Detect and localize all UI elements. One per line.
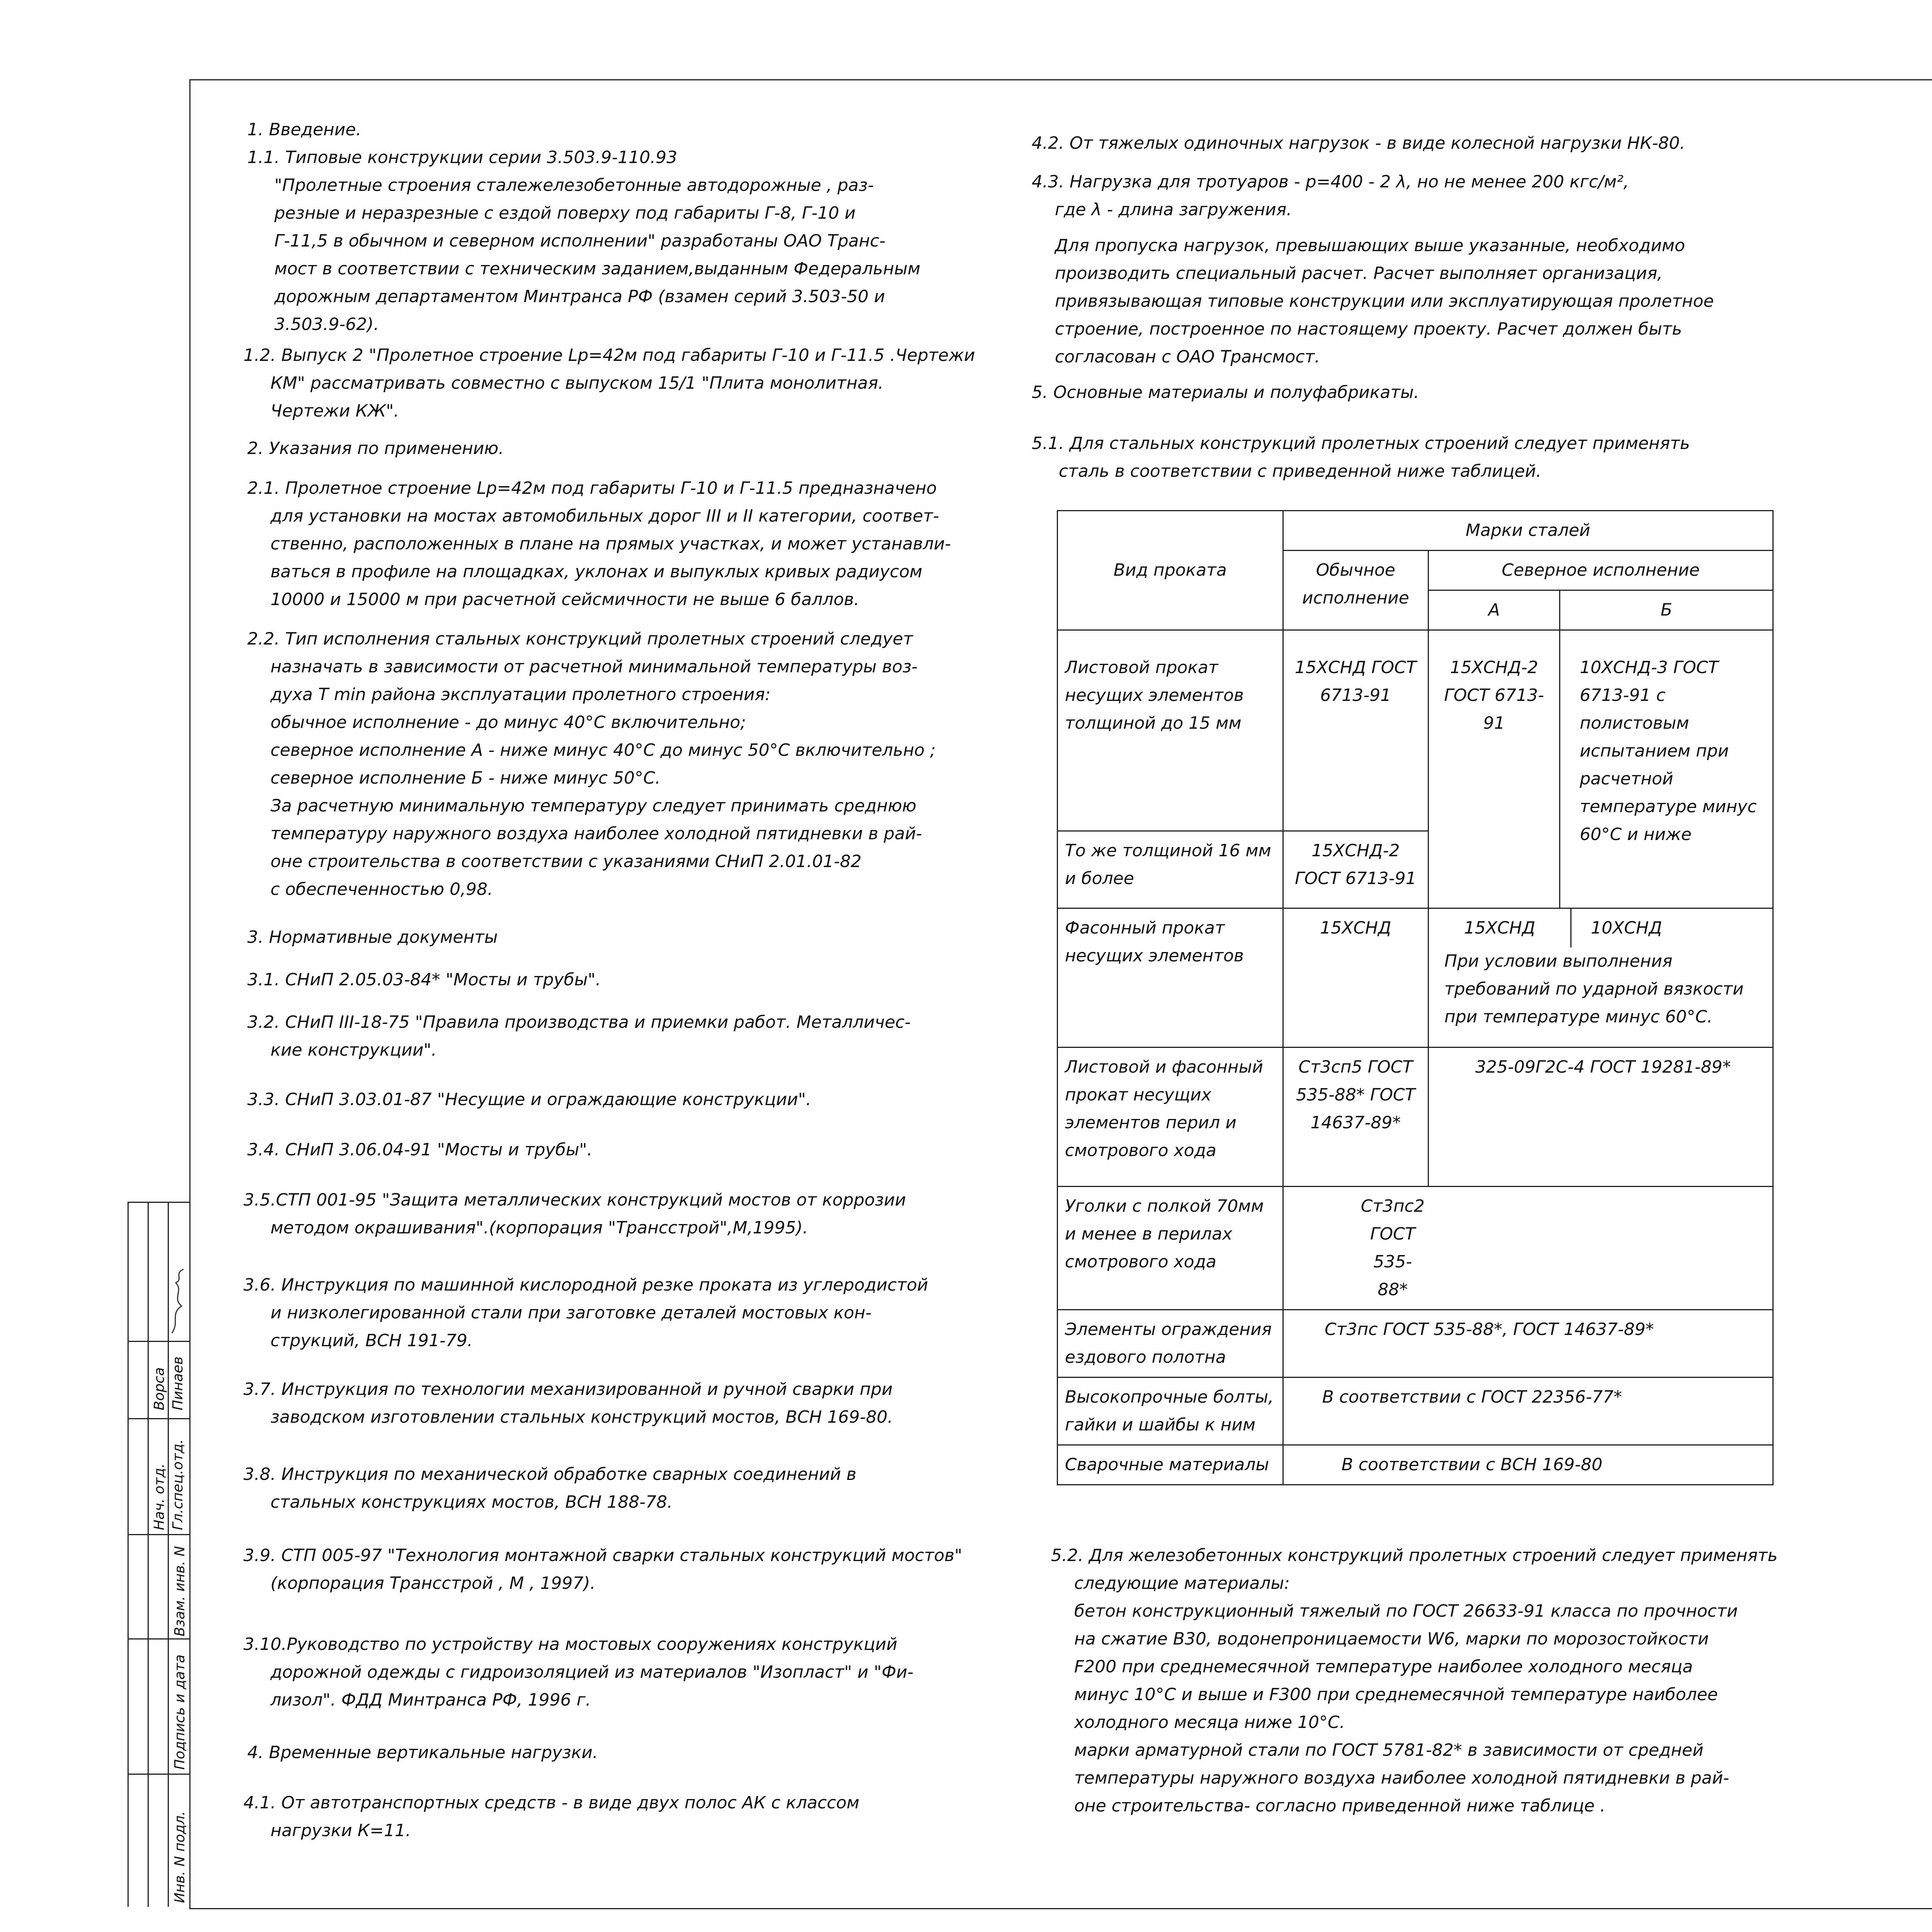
text-line: 4. Временные вертикальные нагрузки.	[247, 1743, 598, 1762]
side-stamp-nach-otd: Нач. отд.	[151, 1463, 167, 1530]
text-line: Чертежи КЖ".	[270, 401, 399, 421]
r4-obych: Ст3сп5 ГОСТ 535-88* ГОСТ 14637-89*	[1283, 1048, 1428, 1187]
text-line: струкций, ВСН 191-79.	[270, 1331, 473, 1350]
text-line: 1.2. Выпуск 2 "Пролетное строение Lp=42м под габариты Г-10 и Г-11.5 .Чертежи	[243, 345, 975, 365]
r7-val: В соответствии с ГОСТ 22356-77*	[1283, 1378, 1773, 1445]
r5-val: Ст3пс2 ГОСТ 535-88*	[1283, 1187, 1773, 1310]
steel-grades-table	[1057, 510, 1774, 1485]
text-line: За расчетную минимальную температуру следует принимать среднюю	[270, 796, 917, 816]
text-line: стальных конструкциях мостов, ВСН 188-78.	[270, 1492, 673, 1512]
text-line: 2.2. Тип исполнения стальных конструкций пролетных строений следует	[247, 629, 913, 649]
text-line: с обеспеченностью 0,98.	[270, 879, 493, 899]
text-line: 4.3. Нагрузка для тротуаров - p=400 - 2 λ, но не менее 200 кгс/м²,	[1032, 172, 1629, 192]
text-line: 4.1. От автотранспортных средств - в виде двух полос АК с классом	[243, 1793, 860, 1813]
text-line: 3.5.СТП 001-95 "Защита металлических конструкций мостов от коррозии	[243, 1190, 906, 1210]
th-b: Б	[1560, 590, 1773, 630]
text-line: дорожной одежды с гидроизоляцией из материалов "Изопласт" и "Фи-	[270, 1662, 913, 1682]
th-obych: Обычное исполнение	[1283, 551, 1428, 630]
text-line: 1.1. Типовые конструкции серии 3.503.9-110.93	[247, 148, 677, 167]
r8-val: В соответствии с ВСН 169-80	[1283, 1445, 1773, 1485]
text-line: 3.9. СТП 005-97 "Технология монтажной сварки стальных конструкций мостов"	[243, 1546, 963, 1565]
r6-val: Ст3пс ГОСТ 535-88*, ГОСТ 14637-89*	[1283, 1310, 1773, 1378]
side-stamp-inv-podl: Инв. N подл.	[172, 1811, 188, 1903]
text-line: 10000 и 15000 м при расчетной сейсмичности не выше 6 баллов.	[270, 590, 859, 609]
text-line: дорожным департаментом Минтранса РФ (взамен серий 3.503-50 и	[274, 287, 885, 306]
text-line: температуру наружного воздуха наиболее холодной пятидневки в рай-	[270, 824, 922, 844]
r3-vid: Фасонный прокат несущих элементов	[1058, 908, 1283, 1048]
text-line: 3.7. Инструкция по технологии механизированной и ручной сварки при	[243, 1379, 893, 1399]
text-line: строение, построенное по настоящему проекту. Расчет должен быть	[1055, 319, 1682, 339]
text-line: 4.2. От тяжелых одиночных нагрузок - в виде колесной нагрузки НК-80.	[1032, 133, 1685, 153]
side-stamp-pinaev: Пинаев	[170, 1356, 186, 1410]
text-line: духа T min района эксплуатации пролетного строения:	[270, 685, 771, 704]
th-vid: Вид проката	[1058, 511, 1283, 630]
side-stamp-vzam-inv: Взам. инв. N	[172, 1546, 188, 1636]
text-line: 5.1. Для стальных конструкций пролетных строений следует применять	[1032, 434, 1690, 453]
text-line: на сжатие В30, водонепроницаемости W6, марки по морозостойкости	[1074, 1629, 1709, 1649]
text-line: 5.2. Для железобетонных конструкций пролетных строений следует применять	[1051, 1546, 1778, 1565]
r2-obych: 15ХСНД-2 ГОСТ 6713-91	[1283, 831, 1428, 908]
r3-a: 15ХСНД	[1429, 909, 1571, 947]
text-line: 3.6. Инструкция по машинной кислородной резке проката из углеродистой	[243, 1275, 928, 1295]
r5-vid: Уголки с полкой 70мм и менее в перилах смотрового хода	[1058, 1187, 1283, 1310]
text-line: кие конструкции".	[270, 1040, 437, 1060]
text-line: методом окрашивания".(корпорация "Трансстрой",М,1995).	[270, 1218, 808, 1238]
text-line: "Пролетные строения сталежелезобетонные автодорожные , раз-	[274, 175, 874, 195]
text-line: 5. Основные материалы и полуфабрикаты.	[1032, 383, 1419, 402]
text-line: заводском изготовлении стальных конструкций мостов, ВСН 169-80.	[270, 1407, 893, 1427]
text-line: привязывающая типовые конструкции или эксплуатирующая пролетное	[1055, 291, 1714, 311]
text-line: сталь в соответствии с приведенной ниже таблицей.	[1059, 461, 1542, 481]
text-line: температуры наружного воздуха наиболее холодной пятидневки в рай-	[1074, 1768, 1730, 1788]
text-line: 3.10.Руководство по устройству на мостовых сооружениях конструкций	[243, 1634, 898, 1654]
text-line: оне строительства- согласно приведенной ниже таблице .	[1074, 1796, 1605, 1816]
text-line: 3.1. СНиП 2.05.03-84* "Мосты и трубы".	[247, 970, 601, 990]
th-a: А	[1429, 590, 1560, 630]
text-line: 3.503.9-62).	[274, 315, 379, 334]
text-line: F200 при среднемесячной температуре наиболее холодного месяца	[1074, 1657, 1693, 1677]
side-stamp-vorsa: Ворса	[151, 1367, 167, 1410]
text-line: для установки на мостах автомобильных дорог III и II категории, соответ-	[270, 506, 939, 526]
side-stamp-podp-data: Подпись и дата	[172, 1654, 188, 1770]
r3-obych: 15ХСНД	[1283, 908, 1428, 1048]
th-marki: Марки сталей	[1283, 511, 1773, 551]
text-line: нагрузки К=11.	[270, 1821, 411, 1840]
text-line: 3. Нормативные документы	[247, 927, 498, 947]
th-sev: Северное исполнение	[1429, 551, 1773, 590]
text-line: 1. Введение.	[247, 120, 362, 139]
r3-b: 10ХСНД	[1591, 918, 1662, 938]
text-line: согласован с ОАО Трансмост.	[1055, 347, 1320, 367]
r8-vid: Сварочные материалы	[1058, 1445, 1283, 1485]
text-line: лизол". ФДД Минтранса РФ, 1996 г.	[270, 1690, 591, 1710]
text-line: ственно, расположенных в плане на прямых участках, и может устанавли-	[270, 534, 951, 554]
text-line: марки арматурной стали по ГОСТ 5781-82* в зависимости от средней	[1074, 1740, 1704, 1760]
side-stamp	[128, 1202, 189, 1907]
r3-note: При условии выполнения требований по ударной вязкости при температуре минус 60°С.	[1444, 951, 1744, 1027]
r1-obych: 15ХСНД ГОСТ 6713-91	[1283, 630, 1428, 831]
text-line: холодного месяца ниже 10°С.	[1074, 1713, 1345, 1732]
signature-scribble	[168, 1267, 189, 1337]
text-line: минус 10°С и выше и F300 при среднемесячной температуре наиболее	[1074, 1685, 1718, 1704]
text-line: 3.2. СНиП III-18-75 "Правила производства и приемки работ. Металличес-	[247, 1012, 911, 1032]
text-line: резные и неразрезные с ездой поверху под габариты Г-8, Г-10 и	[274, 203, 856, 223]
text-line: 2.1. Пролетное строение Lp=42м под габариты Г-10 и Г-11.5 предназначено	[247, 478, 937, 498]
text-line: северное исполнение Б - ниже минус 50°С.	[270, 768, 661, 788]
text-line: оне строительства в соответствии с указаниями СНиП 2.01.01-82	[270, 852, 862, 871]
r7-vid: Высокопрочные болты, гайки и шайбы к ним	[1058, 1378, 1283, 1445]
r1-a: 15ХСНД-2 ГОСТ 6713-91	[1429, 630, 1560, 908]
text-line: 2. Указания по применению.	[247, 439, 504, 458]
text-line: следующие материалы:	[1074, 1573, 1290, 1593]
text-line: обычное исполнение - до минус 40°С включительно;	[270, 713, 746, 732]
r6-vid: Элементы ограждения ездового полотна	[1058, 1310, 1283, 1378]
text-line: Г-11,5 в обычном и северном исполнении" разработаны ОАО Транс-	[274, 231, 886, 251]
text-line: где λ - длина загружения.	[1055, 200, 1292, 219]
r4-sev: 325-09Г2С-4 ГОСТ 19281-89*	[1429, 1048, 1773, 1187]
r1-b: 10ХСНД-3 ГОСТ 6713-91 с полистовым испытанием при расчетной температуре минус 60°С и ниже	[1560, 630, 1773, 908]
text-line: КМ" рассматривать совместно с выпуском 15/1 "Плита монолитная.	[270, 373, 884, 393]
side-stamp-gl-spec: Гл.спец.отд.	[170, 1439, 186, 1530]
r2-vid: То же толщиной 16 мм и более	[1058, 831, 1283, 908]
text-line: 3.8. Инструкция по механической обработке сварных соединений в	[243, 1464, 857, 1484]
text-line: ваться в профиле на площадках, уклонах и выпуклых кривых радиусом	[270, 562, 922, 582]
text-line: 3.3. СНиП 3.03.01-87 "Несущие и ограждающие конструкции".	[247, 1090, 811, 1109]
text-line: бетон конструкционный тяжелый по ГОСТ 26633-91 класса по прочности	[1074, 1601, 1738, 1621]
text-line: северное исполнение А - ниже минус 40°С до минус 50°С включительно ;	[270, 740, 936, 760]
text-line: 3.4. СНиП 3.06.04-91 "Мосты и трубы".	[247, 1140, 593, 1160]
r1-vid: Листовой прокат несущих элементов толщиной до 15 мм	[1058, 630, 1283, 831]
text-line: мост в соответствии с техническим заданием,выданным Федеральным	[274, 259, 920, 279]
text-line: производить специальный расчет. Расчет выполняет организация,	[1055, 264, 1663, 283]
text-line: (корпорация Трансстрой , М , 1997).	[270, 1573, 596, 1593]
text-line: назначать в зависимости от расчетной минимальной температуры воз-	[270, 657, 918, 677]
r4-vid: Листовой и фасонный прокат несущих элементов перил и смотрового хода	[1058, 1048, 1283, 1187]
text-line: Для пропуска нагрузок, превышающих выше указанные, необходимо	[1055, 236, 1685, 255]
text-line: и низколегированной стали при заготовке деталей мостовых кон-	[270, 1303, 872, 1323]
